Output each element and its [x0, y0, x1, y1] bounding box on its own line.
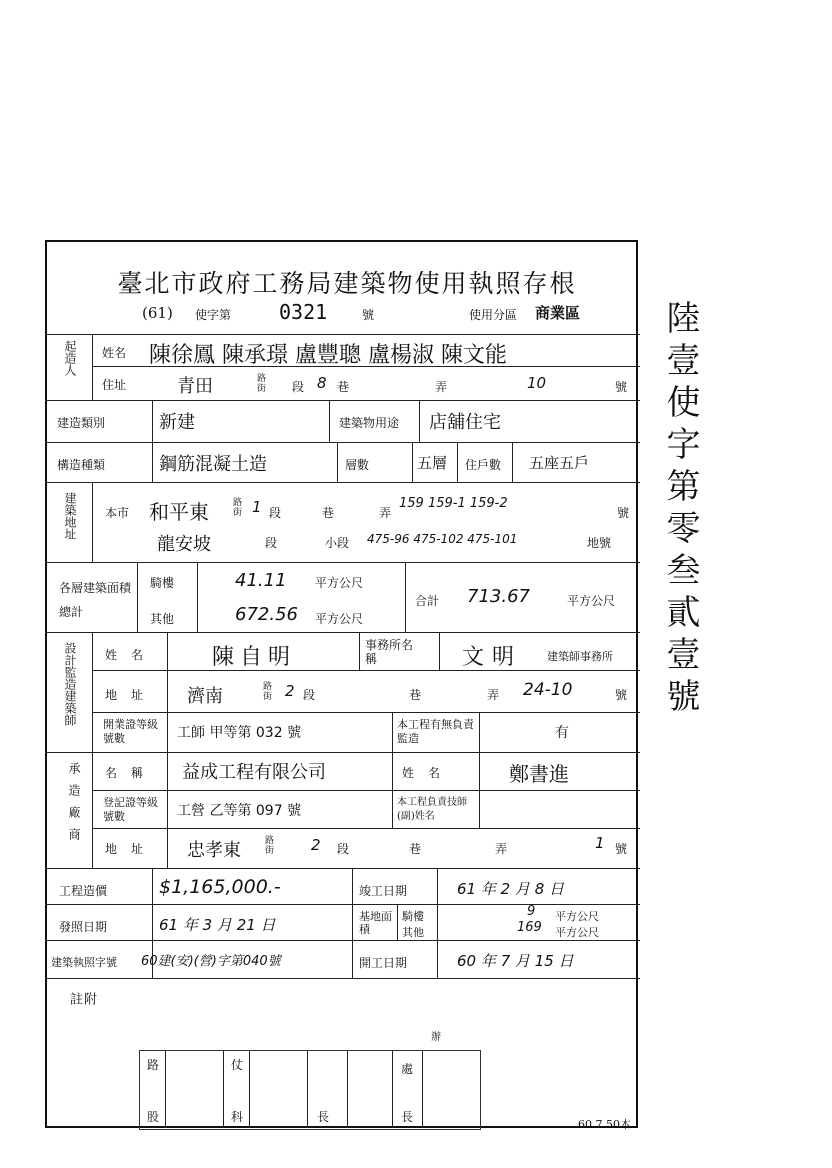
architect-road-label: 路街 [263, 682, 273, 702]
structure-label: 構造種類 [57, 458, 106, 472]
contractor-name-value: 益成工程有限公司 [182, 762, 326, 783]
architect-no-label: 號 [615, 688, 628, 702]
builder-address-label: 住址 [102, 378, 127, 392]
arcade-label: 騎樓 [150, 576, 175, 590]
site-lot-seg-label: 段 [265, 536, 278, 550]
total-label: 合計 [415, 594, 440, 608]
contractor-segment-label: 段 [337, 842, 350, 856]
architect-address-label: 地址 [105, 688, 158, 702]
total-unit: 平方公尺 [567, 594, 616, 608]
site-lot-numbers: 475-96 475-102 475-101 [367, 532, 518, 546]
architect-name-label: 姓名 [105, 648, 158, 662]
contractor-no-label: 號 [615, 842, 628, 856]
architect-name-value: 陳自明 [212, 645, 297, 670]
building-permit-value: 60建(安)(營)字第040號 [141, 954, 281, 969]
site-road-label: 路街 [233, 498, 243, 518]
builder-segment-value: 8 [317, 374, 327, 392]
type-label: 建造類別 [57, 416, 106, 430]
stamp-label-5: 長 [317, 1110, 330, 1124]
builder-alley-label: 弄 [435, 380, 448, 394]
completion-value: 61 年 2 月 8 日 [457, 880, 565, 898]
building-permit-label: 建築執照字號 [51, 956, 117, 969]
total-value: 713.67 [467, 586, 530, 607]
type-value: 新建 [159, 412, 195, 433]
builder-address-value: 青田 [177, 376, 213, 397]
site-no-value: 159 159-1 159-2 [399, 496, 508, 511]
contractor-name-label: 名稱 [105, 766, 158, 780]
contractor-address-value: 忠孝東 [187, 840, 241, 861]
stamp-label-6: 長 [401, 1110, 414, 1124]
other-label: 其他 [150, 612, 175, 626]
side-stamp: 陸壹使字第零叁貳壹號 [660, 300, 700, 720]
permit-number: 0321 [279, 300, 328, 324]
remarks-label: 附註 [67, 992, 96, 1075]
builder-section-label: 起造人 [63, 340, 77, 376]
contractor-no-value: 1 [595, 834, 605, 852]
stamp-label-7: 科 [231, 1110, 244, 1124]
contractor-alley-label: 弄 [495, 842, 508, 856]
stamp-label-4: 股 [147, 1110, 160, 1124]
architect-alley-label: 弄 [487, 688, 500, 702]
license-value: 工師 甲等第 032 號 [177, 725, 302, 741]
reg-value: 工營 乙等第 097 號 [177, 803, 302, 819]
site-arcade-value: 9 [527, 904, 536, 919]
site-other-label: 其他 [402, 926, 424, 939]
site-road-value: 和平東 [149, 500, 209, 524]
zone-value: 商業區 [535, 304, 581, 322]
households-label: 住戶數 [465, 458, 502, 472]
arcade-value: 41.11 [235, 570, 287, 591]
zone-label: 使用分區 [469, 308, 518, 322]
site-arcade-label: 騎樓 [402, 910, 424, 923]
issue-label: 發照日期 [59, 920, 108, 934]
cost-label: 工程造價 [59, 884, 108, 898]
contractor-section-label: 承造廠商 [67, 762, 81, 850]
year: (61) [142, 304, 173, 322]
reg-label: 登記證等級號數 [103, 796, 158, 823]
site-other-value: 169 [517, 920, 542, 935]
site-lot-area: 龍安坡 [157, 534, 211, 555]
builder-no-value: 10 [527, 374, 547, 392]
use-value: 店舖住宅 [429, 412, 501, 433]
households-value: 五座五戶 [529, 454, 590, 472]
stamp-label-2: 仗 [231, 1058, 244, 1072]
cost-value: $1,165,000.- [159, 876, 281, 898]
engineer-label: 本工程負責技師(副)姓名 [397, 797, 467, 822]
form-title: 臺北市政府工務局建築物使用執照存根 [117, 269, 577, 298]
stamp-label-8: 辦 [431, 1032, 441, 1043]
contractor-lane-label: 巷 [409, 842, 422, 856]
builder-no-label: 號 [615, 380, 628, 394]
contractor-person-label: 姓名 [402, 766, 455, 780]
other-value: 672.56 [235, 604, 298, 625]
permit-form [45, 240, 638, 1128]
stamp-label-1: 路 [147, 1058, 160, 1072]
stamp-grid [139, 1050, 481, 1130]
office-value: 文明 [462, 645, 523, 670]
use-label: 建築物用途 [339, 416, 400, 430]
architect-no-value: 24-10 [523, 680, 573, 700]
permit-suffix: 號 [362, 308, 375, 322]
architect-section-label: 設計監造建築師 [63, 642, 77, 726]
site-area-label: 基地面積 [359, 910, 392, 936]
site-other-unit: 平方公尺 [555, 926, 599, 939]
architect-segment-label: 段 [303, 688, 316, 702]
completion-label: 竣工日期 [359, 884, 408, 898]
stamp-label-3: 處 [401, 1062, 414, 1076]
contractor-address-label: 地址 [105, 842, 158, 856]
site-lot-sub-label: 小段 [325, 536, 350, 550]
builder-lane-label: 巷 [337, 380, 350, 394]
contractor-segment-value: 2 [311, 836, 321, 854]
floors-value: 五層 [417, 454, 448, 472]
contractor-person-value: 鄭書進 [509, 762, 569, 786]
office-suffix: 建築師事務所 [547, 650, 613, 663]
start-label: 開工日期 [359, 956, 408, 970]
floors-label: 層數 [345, 458, 370, 472]
structure-value: 鋼筋混凝土造 [159, 454, 267, 475]
builder-segment-label: 段 [292, 380, 305, 394]
builder-road-label: 路街 [257, 374, 267, 394]
issue-value: 61 年 3 月 21 日 [159, 916, 276, 934]
arcade-unit: 平方公尺 [315, 576, 364, 590]
site-alley-label: 弄 [379, 506, 392, 520]
license-label: 開業證等級號數 [103, 718, 158, 745]
site-segment-value: 1 [252, 498, 262, 516]
builder-names: 陳徐鳳 陳承璟 盧豐聰 盧楊淑 陳文能 [149, 343, 507, 368]
office-label: 事務所名稱 [365, 638, 414, 666]
contractor-road-label: 路街 [265, 836, 275, 856]
start-value: 60 年 7 月 15 日 [457, 952, 574, 970]
architect-segment-value: 2 [285, 682, 295, 700]
builder-name-label: 姓名 [102, 346, 127, 360]
site-arcade-unit: 平方公尺 [555, 910, 599, 923]
site-no-label: 號 [617, 506, 630, 520]
site-section-label: 建築地址 [63, 492, 77, 540]
permit-prefix: 使字第 [195, 308, 232, 322]
footer-note: 60.7.50本 [578, 1118, 631, 1131]
supervise-value: 有 [555, 725, 569, 741]
site-lot-label: 地號 [587, 536, 612, 550]
architect-lane-label: 巷 [409, 688, 422, 702]
site-city-label: 本市 [105, 506, 130, 520]
architect-address-value: 濟南 [187, 686, 223, 707]
site-segment-label: 段 [269, 506, 282, 520]
area-section-label: 各層建築面積總計 [59, 581, 132, 619]
other-unit: 平方公尺 [315, 612, 364, 626]
site-lane-label: 巷 [322, 506, 335, 520]
supervise-label: 本工程有無負責監造 [397, 718, 474, 745]
